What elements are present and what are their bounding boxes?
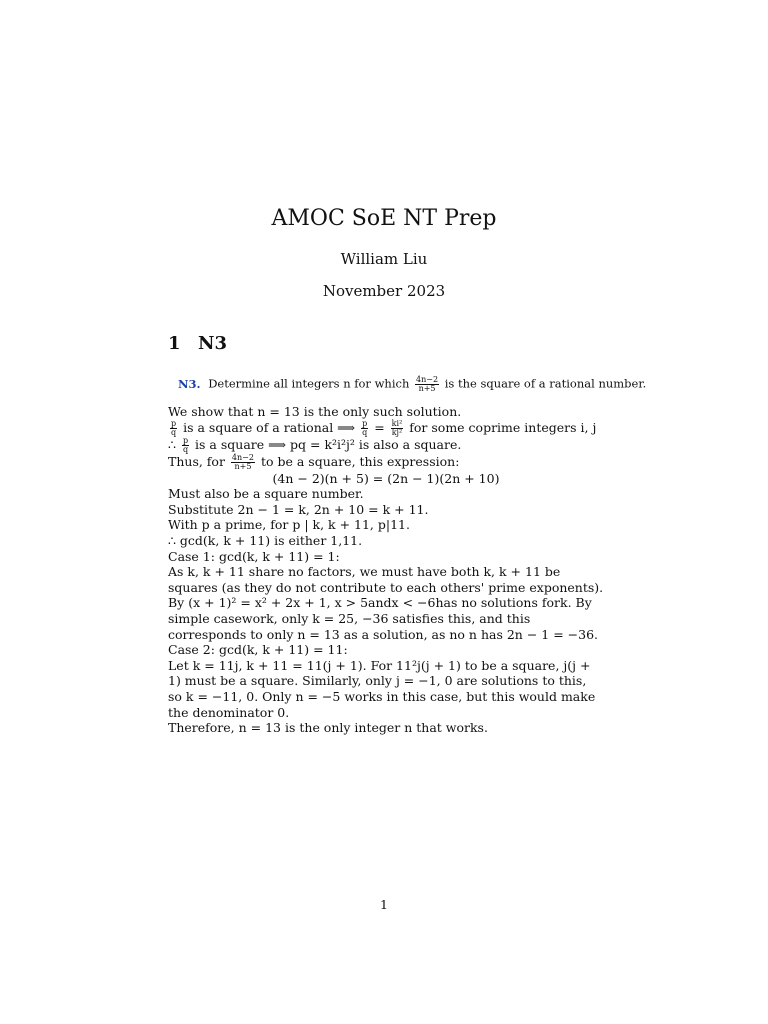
text-span: is a square of a rational ⟹ [183,419,356,435]
solution-line: Must also be a square number. [168,486,364,502]
section-heading [168,333,227,354]
fraction-numerator: p [171,418,177,428]
solution-line: Case 1: gcd(k, k + 11) = 1: [168,548,340,564]
fraction-denominator: kj² [391,427,403,437]
fraction-p-over-q [170,420,177,437]
page-number: 1 [380,897,388,912]
text-span: for some coprime integers i, j [409,419,597,435]
solution-body [168,404,604,736]
problem-text-after: is the square of a rational number. [444,376,647,391]
document-title: AMOC SoE NT Prep [271,206,497,231]
solution-line: Substitute 2n − 1 = k, 2n + 10 = k + 11. [168,501,429,517]
fraction-numerator: 4n−2 [416,375,439,384]
problem-statement [178,376,646,393]
text-span: is a square ⟹ pq = k²i²j² is also a square. [195,436,462,452]
fraction-denominator: n+5 [418,384,436,393]
fraction-numerator: p [362,418,368,428]
fraction-denominator: q [171,427,177,437]
text-span: ∴ [168,436,176,452]
fraction-denominator: q [182,444,189,454]
section-number: 1 [168,333,181,354]
fraction-p-over-q [361,420,368,437]
fraction-numerator: p [182,435,189,445]
text-span: = [374,419,385,435]
solution-line [168,437,604,454]
fraction-denominator: n+5 [234,461,252,471]
problem-text-before: Determine all integers n for which [208,376,410,391]
fraction-ki-over-kj [391,420,404,437]
document-author: William Liu [340,250,428,268]
fraction-denominator: q [362,427,368,437]
problem-fraction [415,376,439,393]
fraction-numerator: ki² [391,418,403,428]
solution-line: Therefore, n = 13 is the only integer n that works. [168,720,488,736]
solution-line: ∴ gcd(k, k + 11) is either 1,11. [168,532,363,548]
solution-line: By (x + 1)² = x² + 2x + 1, x > 5andx < −6has no solutions fork. By simple casework, only k = 25, −36 satisfies this, and this corresponds to only n = 13 as a solution, as no n has 2n − 1 = −36. [168,595,598,642]
document-date: November 2023 [322,282,446,300]
problem-label: N3. [178,376,201,391]
solution-line: Case 2: gcd(k, k + 11) = 11: [168,642,348,658]
display-equation: (4n − 2)(n + 5) = (2n − 1)(2n + 10) [272,470,500,486]
fraction-p-over-q [182,437,189,454]
text-span: Thus, for [168,453,225,469]
text-span: to be a square, this expression: [260,453,460,469]
solution-line [168,454,604,471]
solution-line [168,420,604,437]
section-title: N3 [198,333,227,354]
solution-line: Let k = 11j, k + 11 = 11(j + 1). For 11²j(j + 1) to be a square, j(j + 1) must be a square. Similarly, only j = −1, 0 are solutions to this, so k = −11, 0. Only n = −5 works in this case, but this would make the denominator 0. [168,657,596,720]
solution-line: As k, k + 11 share no factors, we must have both k, k + 11 be squares (as they do not contribute to each others' prime exponents). [168,564,604,595]
solution-line: With p a prime, for p | k, k + 11, p|11. [168,517,410,533]
fraction-numerator: 4n−2 [231,452,254,462]
fraction-main [231,454,255,471]
solution-line: We show that n = 13 is the only such solution. [168,404,462,419]
